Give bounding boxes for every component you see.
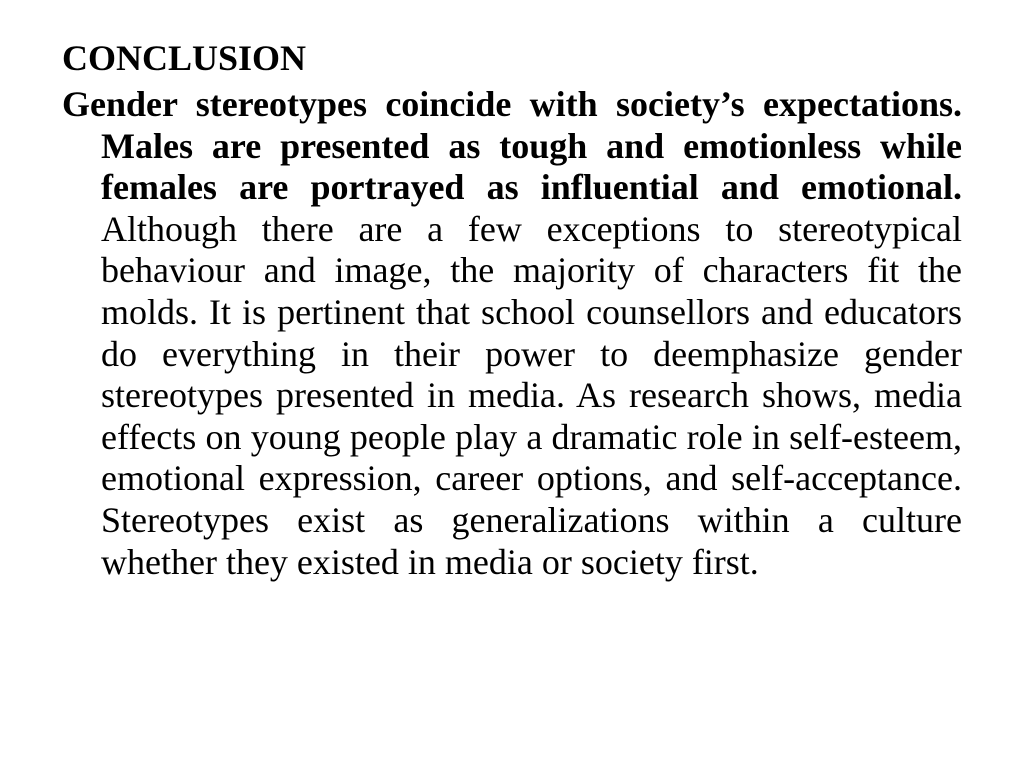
bold-statement: Gender stereotypes coincide with society’s expectations. Males are presented as tough and emotionless while females are portrayed as influential and emotional.: [62, 84, 962, 208]
regular-statement: Although there are a few exceptions to stereotypical behaviour and image, the majority of characters fit the molds. It is pertinent that school counsellors and educators do everything in their power to deemphasize gender stereotypes presented in media. As research shows, media effects on young people play a dramatic role in self-esteem, emotional expression, career options, and self-acceptance. Stereotypes exist as generalizations within a culture whether they existed in media or society first.: [101, 208, 962, 582]
slide-title: CONCLUSION: [62, 38, 307, 78]
conclusion-paragraph: [62, 84, 962, 583]
